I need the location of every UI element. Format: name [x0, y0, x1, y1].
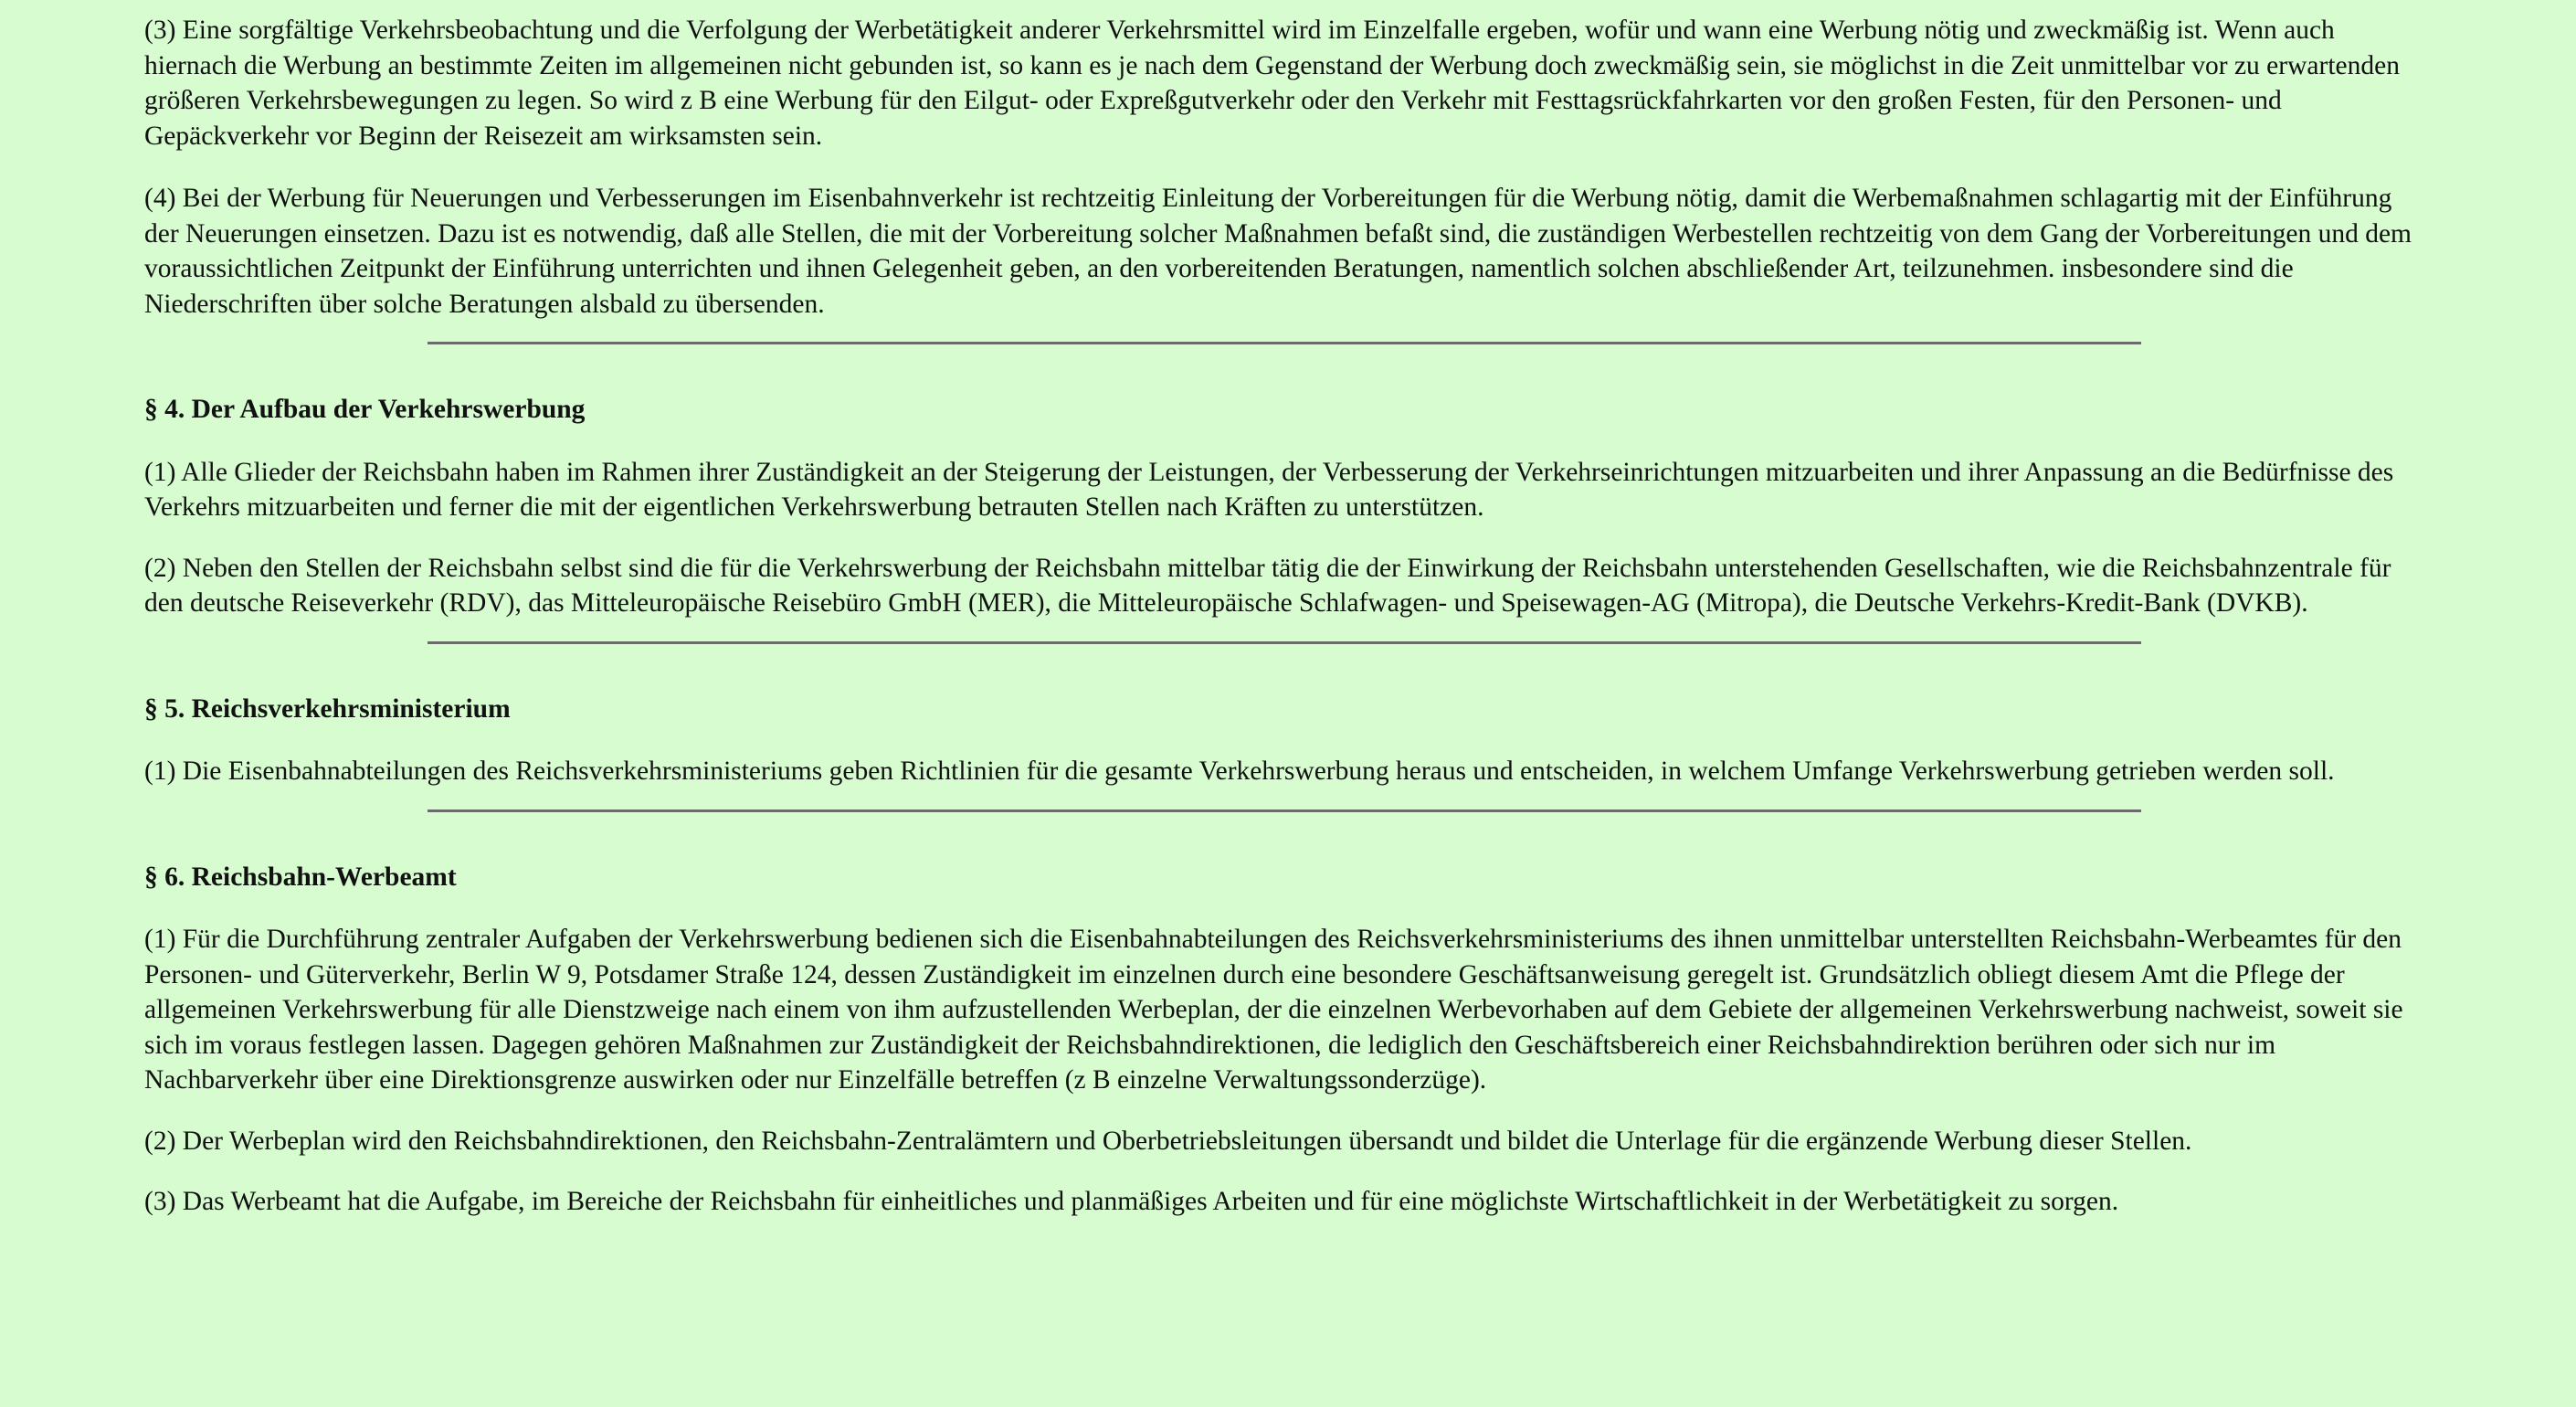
- section-divider: [428, 809, 2141, 812]
- paragraph-4-neuerungen: (4) Bei der Werbung für Neuerungen und Verbesserungen im Eisenbahnverkehr ist rechtzeitig Einleitung der Vorbereitungen für die Werbung nötig, damit die Werbemaßnahmen schlagartig mit der Einführung der Neuerungen einsetzen. Dazu ist es notwendig, daß alle Stellen, die mit der Vorbereitung solcher Maßnahmen befaßt sind, die zuständigen Werbestellen rechtzeitig von dem Gang der Vorbereitungen und dem voraussichtlichen Zeitpunkt der Einführung unterrichten und ihnen Gelegenheit geben, an den vorbereitenden Beratungen, namentlich solchen abschließender Art, teilzunehmen. insbesondere sind die Niederschriften über solche Beratungen alsbald zu übersenden.: [144, 184, 2412, 319]
- paragraph-3-werbezeiten: (3) Eine sorgfältige Verkehrsbeobachtung und die Verfolgung der Werbetätigkeit anderer Verkehrsmittel wird im Einzelfalle ergeben, wofür und wann eine Werbung nötig und zweckmäßig ist. Wenn auch hiernach die Werbung an bestimmte Zeiten im allgemeinen nicht gebunden ist, so kann es je nach dem Gegenstand der Werbung doch zweckmäßig sein, sie möglichst in die Zeit unmittelbar vor zu erwartenden größeren Verkehrsbewegungen zu legen. So wird z B eine Werbung für den Eilgut- oder Expreßgutverkehr oder den Verkehr mit Festtagsrückfahrkarten vor den großen Festen, für den Personen- und Gepäckverkehr vor Beginn der Reisezeit am wirksamsten sein.: [144, 16, 2400, 151]
- section-6-paragraph-1: (1) Für die Durchführung zentraler Aufgaben der Verkehrswerbung bedienen sich die Eisenbahnabteilungen des Reichsverkehrsministeriums des ihnen unmittelbar unterstellten Reichsbahn-Werbeamtes für den Personen- und Güterverkehr, Berlin W 9, Potsdamer Straße 124, dessen Zuständigkeit im einzelnen durch eine besondere Geschäftsanweisung geregelt ist. Grundsätzlich obliegt diesem Amt die Pflege der allgemeinen Verkehrswerbung für alle Dienstzweige nach einem von ihm aufzustellenden Werbeplan, der die einzelnen Werbevorhaben auf dem Gebiete der allgemeinen Verkehrswerbung nachweist, soweit sie sich im voraus festlegen lassen. Dagegen gehören Maßnahmen zur Zuständigkeit der Reichsbahndirektionen, die lediglich den Geschäftsbereich einer Reichsbahndirektion berühren oder sich nur im Nachbarverkehr über eine Direktionsgrenze auswirken oder nur Einzelfälle betreffen (z B einzelne Verwaltungssonderzüge).: [144, 925, 2403, 1095]
- section-5-paragraph-1: (1) Die Eisenbahnabteilungen des Reichsverkehrsministeriums geben Richtlinien für die gesamte Verkehrswerbung heraus und entscheiden, in welchem Umfange Verkehrswerbung getrieben werden soll.: [144, 756, 2335, 786]
- section-4-paragraph-2: (2) Neben den Stellen der Reichsbahn selbst sind die für die Verkehrswerbung der Reichsbahn mittelbar tätig die der Einwirkung der Reichsbahn unterstehenden Gesellschaften, wie die Reichsbahnzentrale für den deutsche Reiseverkehr (RDV), das Mitteleuropäische Reisebüro GmbH (MER), die Mitteleuropäische Schlafwagen- und Speisewagen-AG (Mitropa), die Deutsche Verkehrs-Kredit-Bank (DVKB).: [144, 553, 2391, 618]
- section-4-heading: § 4. Der Aufbau der Verkehrswerbung: [144, 395, 586, 424]
- section-6-paragraph-2: (2) Der Werbeplan wird den Reichsbahndirektionen, den Reichsbahn-Zentralämtern und Oberbetriebsleitungen übersandt und bildet die Unterlage für die ergänzende Werbung dieser Stellen.: [144, 1126, 2192, 1156]
- section-5-heading: § 5. Reichsverkehrsministerium: [144, 693, 511, 724]
- section-6-heading: § 6. Reichsbahn-Werbeamt: [144, 862, 457, 892]
- section-4-paragraph-1: (1) Alle Glieder der Reichsbahn haben im Rahmen ihrer Zuständigkeit an der Steigerung der Leistungen, der Verbesserung der Verkehrseinrichtungen mitzuarbeiten und ihrer Anpassung an die Bedürfnisse des Verkehrs mitzuarbeiten und ferner die mit der eigentlichen Verkehrswerbung betrauten Stellen nach Kräften zu unterstützen.: [144, 457, 2394, 522]
- section-6-paragraph-3: (3) Das Werbeamt hat die Aufgabe, im Bereiche der Reichsbahn für einheitliches und planmäßiges Arbeiten und für eine möglichste Wirtschaftlichkeit in der Werbetätigkeit zu sorgen.: [144, 1187, 2119, 1216]
- section-divider: [428, 342, 2141, 344]
- section-divider: [428, 641, 2141, 644]
